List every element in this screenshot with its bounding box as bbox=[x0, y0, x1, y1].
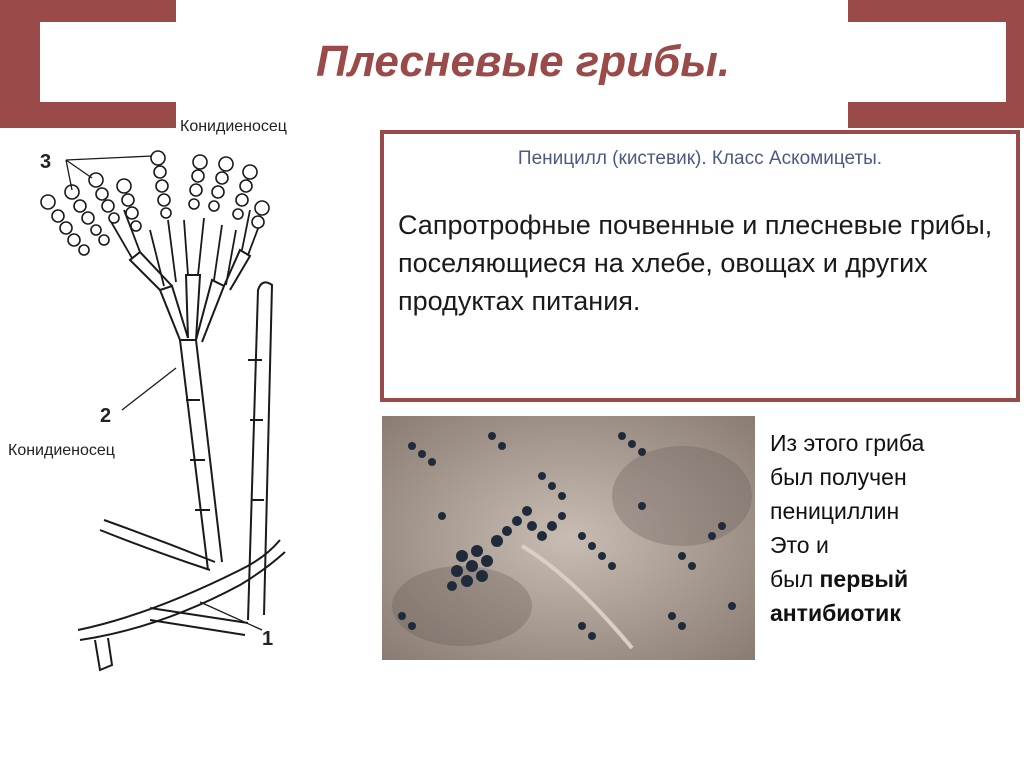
diagram-marker-2: 2 bbox=[100, 405, 112, 427]
note-line-2: был получен bbox=[770, 464, 907, 490]
micrograph-image bbox=[382, 416, 755, 660]
penicillium-diagram bbox=[0, 100, 380, 780]
penicillin-note bbox=[770, 426, 1010, 630]
info-text: Сапротрофные почвенные и плесневые грибы, поселяющиеся на хлебе, овощах и других продуктах питания. bbox=[398, 210, 993, 316]
diagram-marker-1: 1 bbox=[262, 628, 274, 650]
note-line-6-bold: антибиотик bbox=[770, 600, 901, 626]
note-line-5-bold: первый bbox=[819, 566, 909, 592]
note-line-5-plain: был bbox=[770, 566, 820, 592]
conidiophore-label-mid: Конидиеносец bbox=[8, 442, 115, 459]
conidiophore-label-top: Конидиеносец bbox=[180, 118, 287, 135]
info-box bbox=[380, 130, 1020, 402]
diagram-marker-3: 3 bbox=[40, 151, 52, 173]
note-line-4: Это и bbox=[770, 532, 829, 558]
note-line-3: пенициллин bbox=[770, 498, 900, 524]
note-line-6 bbox=[770, 596, 1010, 630]
note-line-1: Из этого гриба bbox=[770, 430, 925, 456]
info-subtitle: Пеницилл (кистевик). Класс Аскомицеты. bbox=[517, 148, 883, 169]
note-line-5 bbox=[770, 562, 1010, 596]
page-title: Плесневые грибы. bbox=[315, 37, 731, 86]
